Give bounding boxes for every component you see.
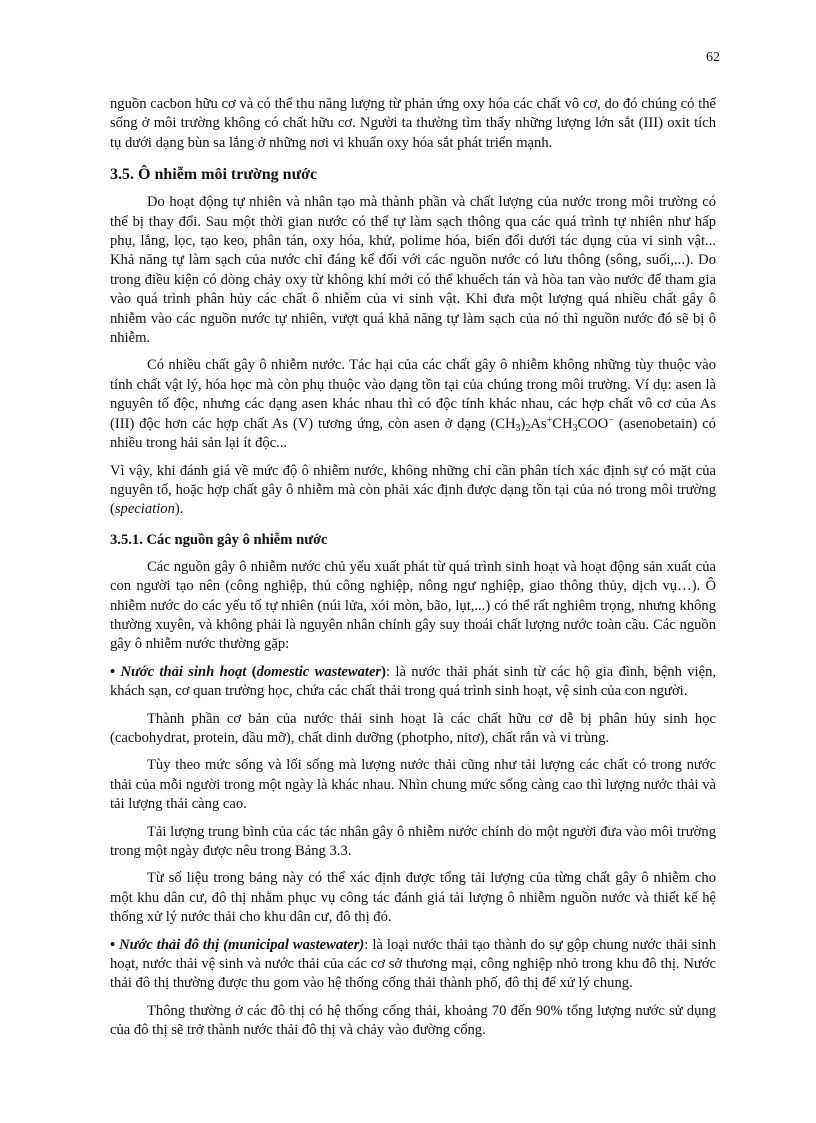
bullet-mark: • xyxy=(110,936,116,953)
paragraph-living-standard: Tùy theo mức sống và lối sống mà lượng nước thải cũng như tải lượng các chất có trong nước thải của mỗi người trong một ngày là khác nhau. Nhìn chung mức sống càng cao thì lượng nước thải và tải lượng thải càng cao. xyxy=(110,757,716,813)
paragraph-total-load: Từ số liệu trong bảng này có thể xác định được tổng tải lượng của từng chất gây ô nhiễm cho một khu dân cư, đô thị nhằm phục vụ công tác đánh giá tải lượng ô nhiễm nguồn nước và thiết kế hệ thống xử lý nước thải cho khu dân cư, đô thị đó. xyxy=(110,870,716,926)
paragraph-pollution-sources: Các nguồn gây ô nhiễm nước chủ yếu xuất phát từ quá trình sinh hoạt và hoạt động sản xuất của con người tạo nên (công nghiệp, thủ công nghiệp, nông ngư nghiệp, giao thông thủy, dịch vụ…). Ô nhiễm nước do các yếu tố tự nhiên (núi lửa, xói mòn, bão, lụt,...) có thể rất nghiêm trọng, nhưng không thường xuyên, và không phải là nguyên nhân chính gây suy thoái chất lượng nước toàn cầu. Các nguồn gây ô nhiễm nước thường gặp: xyxy=(110,558,716,653)
paragraph-domestic-composition: Thành phần cơ bản của nước thải sinh hoạt là các chất hữu cơ dễ bị phân hủy sinh học (cacbohydrat, protein, dầu mỡ), chất dinh dưỡng (photpho, nitơ), chất rắn và vi trùng. xyxy=(110,710,716,746)
bullet-municipal-wastewater: • Nước thải đô thị (municipal wastewater): là loại nước thải tạo thành do sự gộp chung nước thải sinh hoạt, nước thải vệ sinh và nước thải của các cơ sở thương mại, công nghiệp nhỏ trong khu đô thị. Nước thải đô thị thường được thu gom vào hệ thống cống thải thành phố, đô thị để xử lý chung. xyxy=(110,936,716,992)
page-number: 62 xyxy=(706,50,720,65)
paragraph-speciation: Vì vậy, khi đánh giá về mức độ ô nhiễm nước, không những chỉ cần phân tích xác định sự có mặt của nguyên tố, hoặc hợp chất gây ô nhiễm mà còn phải xác định được dạng tồn tại của nó trong môi trường (speciation). xyxy=(110,462,716,518)
paragraph-pollutant-toxicity: Có nhiều chất gây ô nhiễm nước. Tác hại của các chất gây ô nhiễm không những tùy thuộc vào tính chất vật lý, hóa học mà còn phụ thuộc vào dạng tồn tại của chúng trong môi trường. Ví dụ: asen là nguyên tố độc, nhưng các dạng asen khác nhau thì có độc tính khác nhau, các hợp chất vô cơ của As (III) độc hơn các hợp chất As (V) tương ứng, còn asen ở dạng $(CH_3)_2As^+CH_3COO^-$ (asenobetain) có nhiều trong hải sản lại ít độc... xyxy=(110,357,716,452)
bullet-mark: • xyxy=(110,663,116,680)
section-heading-3-5: 3.5. Ô nhiễm môi trường nước xyxy=(110,166,318,184)
paragraph-sewer-percentage: Thông thường ở các đô thị có hệ thống cống thải, khoảng 70 đến 90% tổng lượng nước sử dụng của đô thị sẽ trở thành nước thải đô thị và chảy vào đường cống. xyxy=(110,1002,716,1039)
paragraph-average-load: Tải lượng trung bình của các tác nhân gây ô nhiễm nước chính do một người đưa vào môi trường trong một ngày được nêu trong Bảng 3.3. xyxy=(110,823,716,859)
paragraph-intro: nguồn cacbon hữu cơ và có thể thu năng lượng từ phản ứng oxy hóa các chất vô cơ, do đó chúng có thể sống ở môi trường không có chất hữu cơ. Người ta thường tìm thấy những lượng lớn sắt (III) oxit tích tụ dưới dạng bùn sa lắng ở những nơi vi khuẩn oxy hóa sắt phát triển mạnh. xyxy=(110,96,716,151)
page-body xyxy=(110,95,716,1049)
section-heading-3-5-1: 3.5.1. Các nguồn gây ô nhiễm nước xyxy=(110,531,328,548)
paragraph-self-cleaning: Do hoạt động tự nhiên và nhân tạo mà thành phần và chất lượng của nước trong môi trường có thể bị thay đổi. Sau một thời gian nước có thể tự làm sạch thông qua các quá trình tự nhiên như hấp phụ, lắng, lọc, tạo keo, phân tán, oxy hóa, khử, polime hóa, biến đổi dưới tác dụng của vi sinh vật... Khả năng tự làm sạch của nước chỉ đáng kể đối với các nguồn nước có lưu thông (sông, suối,...). Do trong điều kiện có dòng chảy oxy từ không khí mới có thể khuếch tán và hòa tan vào nước để tham gia vào quá trình phân hủy các chất ô nhiễm của vi sinh vật. Khi đưa một lượng quá nhiều chất gây ô nhiễm vào các nguồn nước tự nhiên, vượt quá khả năng tự làm sạch của nó thì nguồn nước đó sẽ bị ô nhiễm. xyxy=(110,194,716,347)
term-speciation: speciation xyxy=(114,501,175,518)
bullet-domestic-wastewater: • Nước thải sinh hoạt (domestic wastewater): là nước thải phát sinh từ các hộ gia đình, bệnh viện, khách sạn, cơ quan trường học, chứa các chất thải trong quá trình sinh hoạt, vệ sinh của con người. xyxy=(110,663,717,700)
